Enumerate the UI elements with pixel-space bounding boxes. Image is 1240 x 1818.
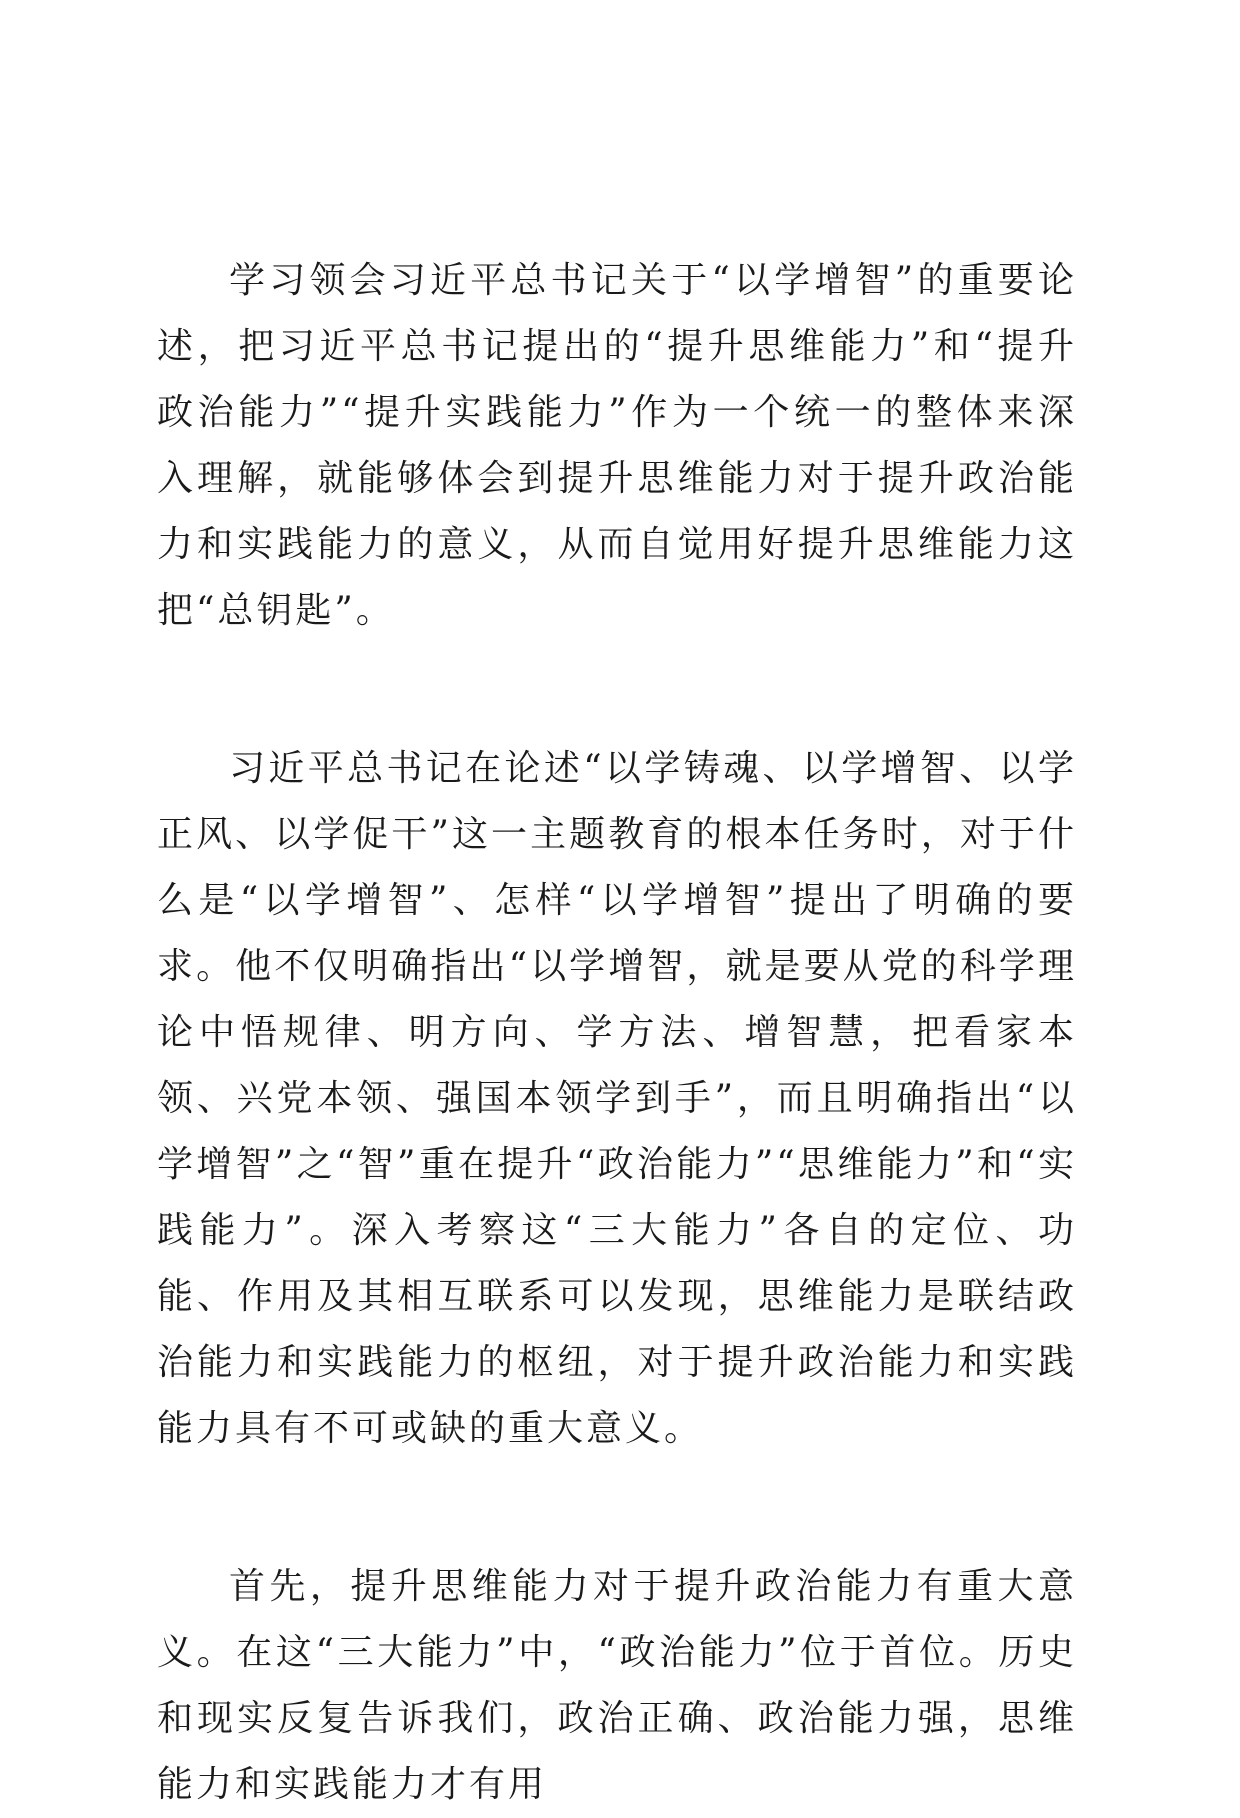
paragraph-1: 学习领会习近平总书记关于“以学增智”的重要论述，把习近平总书记提出的“提升思维能力”和“提升政治能力”“提升实践能力”作为一个统一的整体来深入理解，就能够体会到提升思维能力对于提升政治能力和实践能力的意义，从而自觉用好提升思维能力这把“总钥匙”。 — [157, 260, 1077, 631]
paragraph-3: 首先，提升思维能力对于提升政治能力有重大意义。在这“三大能力”中，“政治能力”位于首位。历史和现实反复告诉我们，政治正确、政治能力强，思维能力和实践能力才有用 — [157, 1566, 1077, 1805]
document-body — [157, 248, 1077, 1818]
paragraph-2: 习近平总书记在论述“以学铸魂、以学增智、以学正风、以学促干”这一主题教育的根本任务时，对于什么是“以学增智”、怎样“以学增智”提出了明确的要求。他不仅明确指出“以学增智，就是要从党的科学理论中悟规律、明方向、学方法、增智慧，把看家本领、兴党本领、强国本领学到手”，而且明确指出“以学增智”之“智”重在提升“政治能力”“思维能力”和“实践能力”。深入考察这“三大能力”各自的定位、功能、作用及其相互联系可以发现，思维能力是联结政治能力和实践能力的枢纽，对于提升政治能力和实践能力具有不可或缺的重大意义。 — [157, 748, 1077, 1449]
